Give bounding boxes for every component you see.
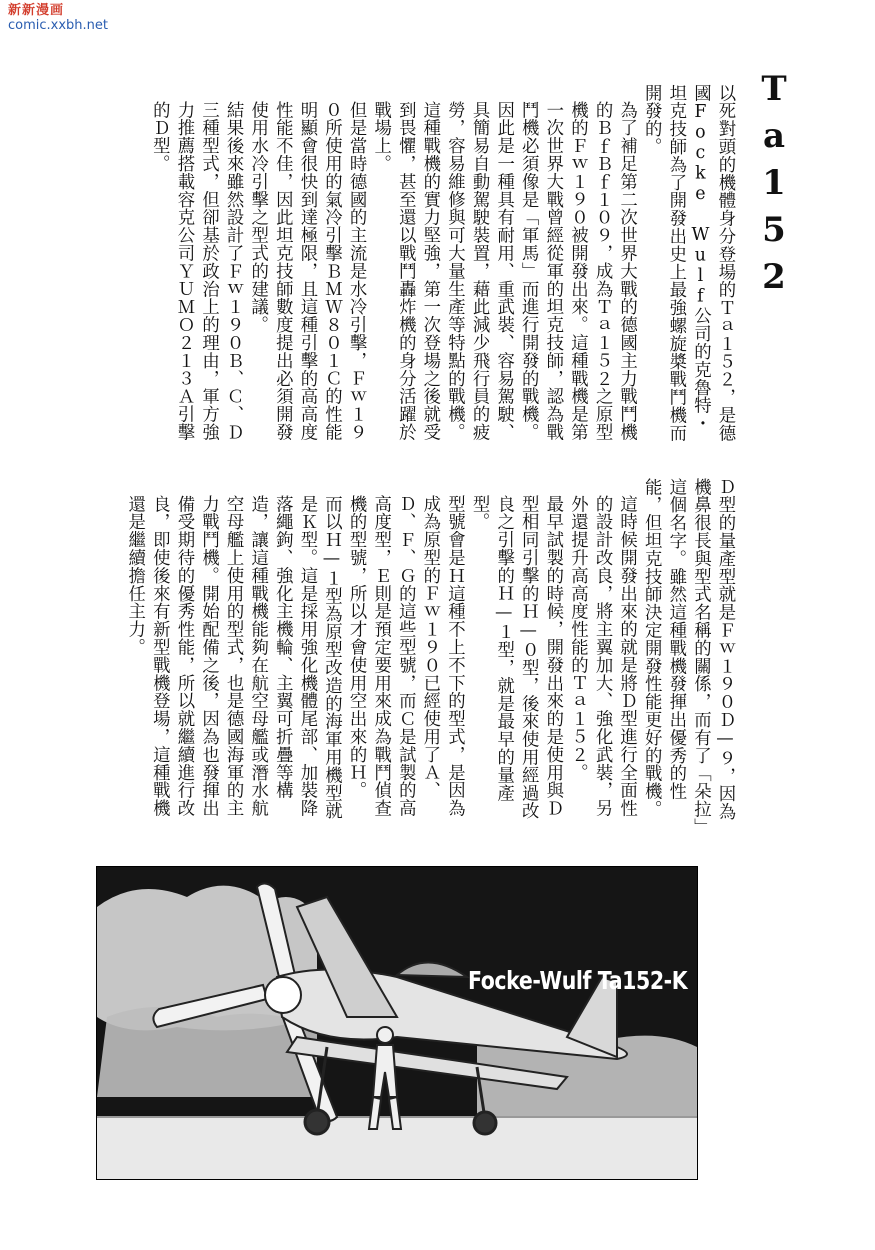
title-char: 2 xyxy=(762,257,786,297)
paragraph: 以死對頭的機體身分登場的Ｔａ１５２，是德國Focke Wulf公司的克魯特・坦克技師為了開發出史上最強螺旋槳戰鬥機而開發的。 xyxy=(641,84,735,442)
site-logo[interactable] xyxy=(8,4,108,34)
illustration-caption: Focke-Wulf Ta152-K xyxy=(468,966,688,995)
paragraph: Ｄ型的量產型就是Ｆｗ１９０Ｄ—９，因為機鼻很長與型式名稱的關係，而有了「朵拉」這個名字。雖然這種戰機發揮出優秀的性能，但坦克技師決定開發性能更好的戰機。 xyxy=(641,478,735,828)
site-logo-url[interactable]: comic.xxbh.net xyxy=(8,17,109,33)
paragraph: 這時候開發出來的就是將Ｄ型進行全面性的設計改良，將主翼加大、強化武裝，另外還提升高高度性能的Ｔａ１５２。 xyxy=(567,495,637,818)
title-char: 5 xyxy=(762,210,786,250)
title-char: T xyxy=(761,69,787,109)
paragraph: 型號會是Ｈ這種不上不下的型式，是因為成為原型的Ｆｗ１９０已經使用了Ａ、Ｄ、Ｆ、Ｇ的這些型號，而Ｃ是試製的高高度型，Ｅ則是預定要用來成為戰鬥偵查機的型號，所以才會使用空出來的Ｈ。 xyxy=(346,495,465,818)
article-title xyxy=(752,66,796,301)
text-block-lower xyxy=(122,478,737,830)
paragraph: 而以Ｈ—１型為原型改造的海軍用機型就是Ｋ型。這是採用強化機體尾部、加裝降落繩鉤、強化主機輪、主翼可折疊等構造，讓這種戰機能夠在航空母艦或潛水航空母艦上使用的型式，也是德國海軍的主力戰鬥機。開始配備之後，因為也發揮出備受期待的優秀性能，所以就繼續進行改良，即使後來有新型戰機登場，這種戰機還是繼續擔任主力。 xyxy=(124,495,342,821)
paragraph: 結果後來雖然設計了Ｆｗ１９０Ｂ、Ｃ、Ｄ三種型式，但卻基於政治上的理由，軍方強力推薦搭載容克公司ＹＵＭＯ２１３Ａ引擊的Ｄ型。 xyxy=(149,101,244,442)
paragraph: 最早試製的時候，開發出來的是使用與Ｄ型相同引擊的Ｈ—０型，後來使用經過改良之引擊的Ｈ—１型，就是最早的量產型。 xyxy=(469,495,563,821)
site-logo-brand: 新新漫画 xyxy=(8,3,65,18)
aircraft-illustration xyxy=(97,867,697,1179)
paragraph: 但是當時德國的主流是水冷引擊，Ｆｗ１９０所使用的氣冷引擊ＢＭＷ８０１Ｃ的性能明顯會很快到達極限，且這種引擊的高高度性能不佳，因此坦克技師數度提出必須開發使用水冷引擊之型式的建議。 xyxy=(247,101,367,442)
illustration-panel xyxy=(96,866,698,1180)
text-block-upper xyxy=(147,84,737,444)
paragraph: 為了補足第二次世界大戰的德國主力戰鬥機的ＢｆＢｆ１０９，成為Ｔａ１５２之原型機的Ｆｗ１９０被開發出來。這種戰機是第一次世界大戰曾經從軍的坦克技師，認為戰鬥機必須像是「軍馬」而進行開發的戰機。因此是一種具有耐用、重武裝、容易駕駛、具簡易自動駕駛裝置，藉此減少飛行員的疲勞，容易維修與可大量生產等特點的戰機。這種戰機的實力堅強，第一次登場之後就受到畏懼，甚至還以戰鬥轟炸機的身分活躍於戰場上。 xyxy=(370,101,637,442)
title-char: 1 xyxy=(762,163,786,203)
title-char: a xyxy=(762,116,786,156)
